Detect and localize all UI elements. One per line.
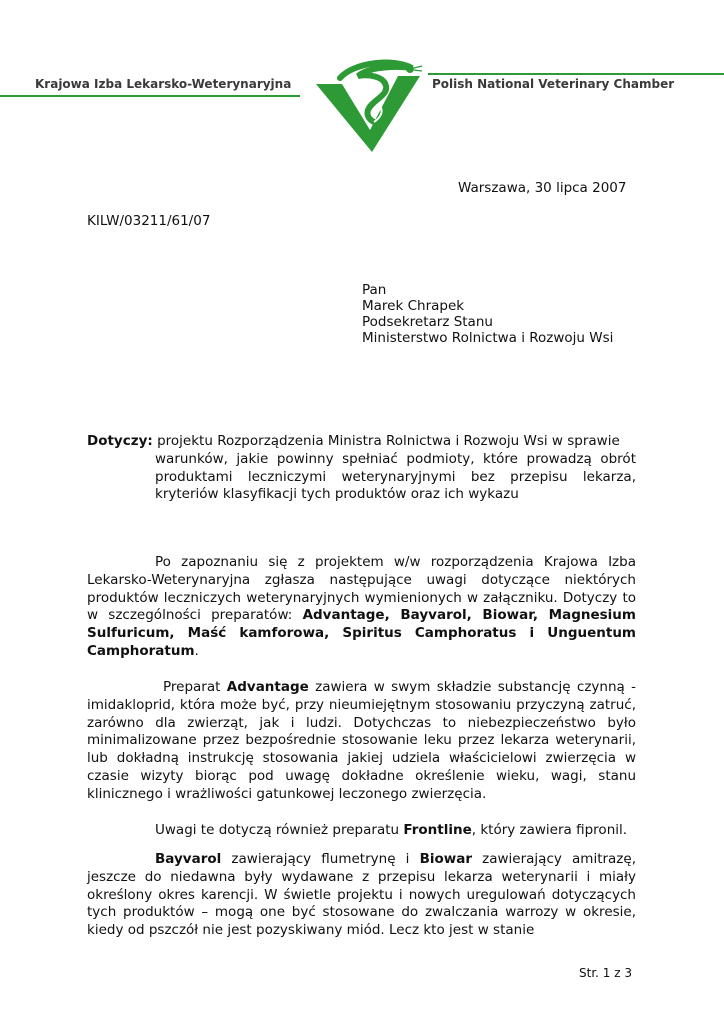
paragraph-text: zawiera w swym składzie substancję czynną -imidakloprid, która może być, przy nieumiejętnym stosowaniu przyczyną zatruć, zarówno dla zwierząt, jak i ludzi. Dotychczas to niebezpieczeństwo było minimalizowane przez bezpośrednie stosowanie leku przez lekarza weterynarii, lub dokładną instrukcję stosowania jakiej udziela właścicielowi zwierzęcia w czasie wizyty biorąc pod uwagę dokładne określenie wieku, wagi, stanu klinicznego i wrażliwości gatunkowej leczonego zwierzęcia. bbox=[87, 679, 637, 802]
recipient-line: Pan bbox=[362, 282, 387, 298]
product-name: Advantage bbox=[226, 679, 309, 695]
body-paragraph-2 bbox=[87, 679, 636, 804]
subject-first-line: projektu Rozporządzenia Ministra Rolnictwa i Rozwoju Wsi w sprawie bbox=[157, 433, 620, 449]
paragraph-text: . bbox=[194, 642, 199, 659]
header-rule-right bbox=[428, 73, 724, 75]
page-number: Str. 1 z 3 bbox=[579, 966, 632, 980]
organization-name-polish: Krajowa Izba Lekarsko-Weterynaryjna bbox=[35, 77, 292, 91]
reference-number: KILW/03211/61/07 bbox=[87, 213, 211, 229]
recipient-line: Ministerstwo Rolnictwa i Rozwoju Wsi bbox=[362, 330, 614, 346]
subject-continuation: warunków, jakie powinny spełniać podmioty, które prowadzą obrót produktami leczniczymi weterynaryjnymi bez przepisu lekarza, kryteriów klasyfikacji tych produktów oraz ich wykazu bbox=[155, 450, 636, 503]
product-list: Advantage, Bayvarol, Biowar, Magnesium Sulfuricum, Maść kamforowa, Spiritus Camphoratus i Unguentum Camphoratum bbox=[87, 607, 636, 659]
body-paragraph-4 bbox=[87, 851, 636, 940]
organization-name-english: Polish National Veterinary Chamber bbox=[432, 77, 675, 91]
snake-v-logo-icon bbox=[314, 58, 426, 154]
product-name: Bayvarol bbox=[155, 851, 222, 867]
letter-date: Warszawa, 30 lipca 2007 bbox=[458, 180, 627, 196]
product-name: Frontline bbox=[403, 822, 472, 838]
subject-label: Dotyczy: bbox=[87, 433, 153, 449]
recipient-address bbox=[362, 282, 613, 346]
paragraph-text: Uwagi te dotyczą również preparatu bbox=[155, 822, 404, 838]
paragraph-text: Preparat bbox=[163, 679, 227, 695]
paragraph-text: zawierający amitrazę, jeszcze do niedawna były wydawane z przepisu lekarza weterynarii i miały określony okres karencji. W świetle projektu i nowych uregulowań dotyczących tych produktów – mogą one być stosowane do zwalczania warrozy w okresie, kiedy od pszczół nie jest pozyskiwany miód. Lecz kto jest w stanie bbox=[87, 851, 636, 939]
header-rule-left bbox=[0, 95, 300, 97]
paragraph-text: zawierający flumetrynę i bbox=[221, 851, 420, 867]
paragraph-text: Po zapoznaniu się z projektem w/w rozporządzenia Krajowa Izba Lekarsko-Weterynaryjna zgłasza następujące uwagi dotyczące niektórych produktów leczniczych weterynaryjnych wymienionych w załączniku. Dotyczy to w szczególności preparatów: bbox=[87, 554, 636, 624]
product-name: Biowar bbox=[419, 851, 472, 867]
paragraph-text: , który zawiera fipronil. bbox=[471, 822, 628, 838]
subject-block bbox=[87, 433, 636, 504]
recipient-line: Marek Chrapek bbox=[362, 298, 465, 314]
body-paragraph-1 bbox=[87, 554, 636, 661]
body-paragraph-3 bbox=[87, 822, 636, 840]
recipient-line: Podsekretarz Stanu bbox=[362, 314, 493, 330]
